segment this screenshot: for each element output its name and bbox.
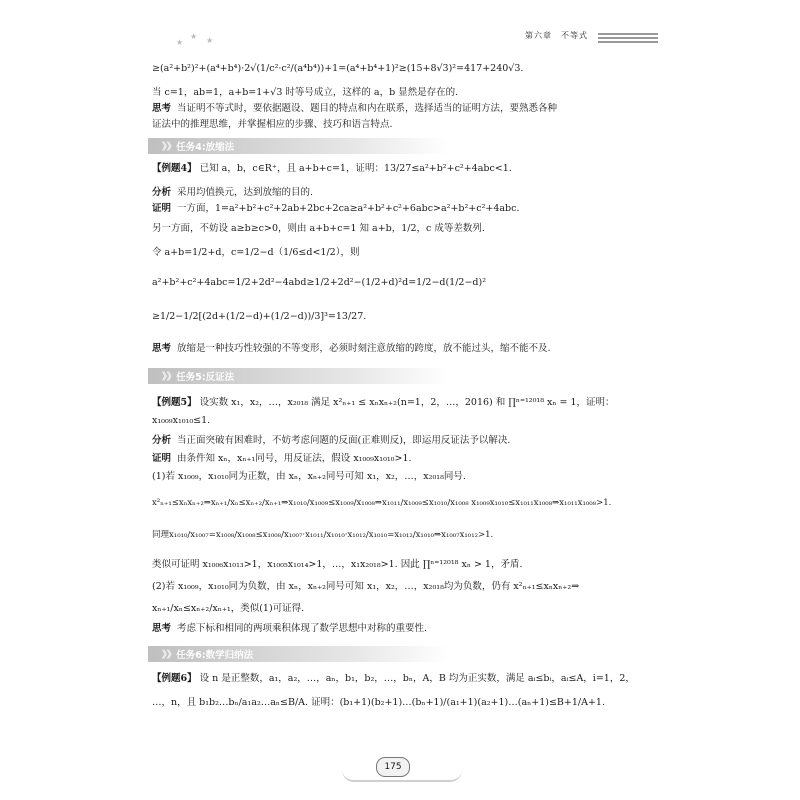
- text-line: …，n，且 b₁b₂…bₙ/a₁a₂…aₙ≤B/A. 证明：(b₁+1)(b₂+1)…(bₙ+1)/(a₁+1)(a₂+1)…(aₙ+1)≤B+1/A+1.: [152, 697, 605, 708]
- text-line: 类似可证明 x₁₀₀₆x₁₀₁₃>1，x₁₀₀₅x₁₀₁₄>1，…，x₁x₂₀₁₈>1. 因此 ∏ⁿ⁼¹²⁰¹⁸ xₙ > 1，矛盾.: [152, 559, 523, 570]
- task-title: 》》任务4:放缩法: [162, 142, 235, 153]
- example-label: 【例题4】: [152, 163, 197, 174]
- label: 证明: [152, 453, 172, 464]
- label: 分析: [152, 187, 172, 198]
- task-banner: [148, 138, 448, 154]
- text: 设 n 是正整数，a₁，a₂，…，aₙ，b₁，b₂，…，bₙ，A，B 均为正实数，满足 aᵢ≤bᵢ，aᵢ≤A，i=1，2，: [199, 673, 635, 684]
- page-header: [142, 22, 658, 56]
- text: 考虑下标和相同的两项乘积体现了数学思想中对称的重要性.: [177, 623, 428, 634]
- text-line: [152, 452, 412, 466]
- text-line: [152, 622, 427, 636]
- header-bars: [598, 33, 658, 45]
- text-line: [152, 186, 313, 200]
- text-line: ≥(a²+b²)²+(a⁴+b⁴)·2√(1/c²·c²/(a⁴b⁴))+1=(a⁴+b⁴+1)²≥(15+8√3)²=417+240√3.: [152, 63, 524, 74]
- page: [142, 22, 658, 782]
- text-line: x₁₀₀₉x₁₀₁₀≤1.: [152, 415, 211, 426]
- label: 分析: [152, 435, 172, 446]
- star-icon: ★: [206, 36, 214, 45]
- text: 一方面，1=a²+b²+c²+2ab+2bc+2ca≥a²+b²+c²+6abc>a²+b²+c²+4abc.: [177, 203, 520, 214]
- text-line: x²ₙ₊₁≤xₙxₙ₊₂⇒xₙ₊₁/xₙ≤xₙ₊₂/xₙ₊₁⇒x₁₀₁₀/x₁₀₀₉≤x₁₀₀₉/x₁₀₀₈⇒x₁₀₁₁/x₁₀₀₉≤x₁₀₁₀/x₁₀₀₈ x₁₀₀₉x₁₀₁₀≤x₁₀₁₁x₁₀₀₈⇒x₁₀₁₁x₁₀₀₈>1.: [152, 498, 612, 508]
- task-title: 》》任务6:数学归纳法: [162, 650, 254, 661]
- page-number: 175: [376, 757, 410, 777]
- example-label: 【例题5】: [152, 397, 197, 408]
- text-line: xₙ₊₁/xₙ≤xₙ₊₂/xₙ₊₁，类似(1)可证得.: [152, 603, 305, 614]
- text-line: [152, 162, 512, 176]
- text-line: [152, 396, 615, 410]
- text-line: 证法中的推理思维，并掌握相应的步骤、技巧和语言特点.: [152, 119, 393, 130]
- example-label: 【例题6】: [152, 673, 197, 684]
- text: 已知 a，b，c∈R⁺，且 a+b+c=1，证明：13/27≤a²+b²+c²+4abc<1.: [199, 163, 512, 174]
- text: 当正面突破有困难时，不妨考虑问题的反面(正难则反)，即运用反证法予以解决.: [177, 435, 511, 446]
- star-icon: ★: [176, 38, 184, 47]
- text: 由条件知 xₙ，xₙ₊₁同号，用反证法，假设 x₁₀₀₉x₁₀₁₀>1.: [177, 453, 412, 464]
- text-line: ≥1/2−1/2[(2d+(1/2−d)+(1/2−d))/3]³=13/27.: [152, 311, 367, 322]
- text-line: [152, 342, 551, 356]
- task-title: 》》任务5:反证法: [162, 372, 235, 383]
- label: 思考: [152, 103, 172, 114]
- task-banner: [148, 368, 448, 384]
- text-line: 当 c=1，ab=1，a+b=1+√3 时等号成立，这样的 a，b 显然是存在的.: [152, 87, 459, 98]
- label: 思考: [152, 623, 172, 634]
- text-line: (1)若 x₁₀₀₉，x₁₀₁₀同为正数，由 xₙ，xₙ₊₂同号可知 x₁，x₂，…，x₂₀₁₈同号.: [152, 471, 466, 482]
- text-line: 令 a+b=1/2+d，c=1/2−d（1/6≤d<1/2），则: [152, 247, 360, 258]
- text-line: 另一方面，不妨设 a≥b≥c>0，则由 a+b+c=1 知 a+b，1/2，c 成等差数列.: [152, 223, 485, 234]
- text-line: a²+b²+c²+4abc=1/2+2d²−4abd≥1/2+2d²−(1/2+d)²d=1/2−d(1/2−d)²: [152, 277, 487, 288]
- text-line: [152, 434, 510, 448]
- label: 证明: [152, 203, 172, 214]
- chapter-title: 第六章 不等式: [525, 31, 588, 40]
- star-icon: ★: [190, 32, 198, 41]
- text: 采用均值换元，达到放缩的目的.: [177, 187, 314, 198]
- text-line: (2)若 x₁₀₀₉，x₁₀₁₀同为负数，由 xₙ，xₙ₊₂同号可知 x₁，x₂，…，x₂₀₁₈均为负数，仍有 x²ₙ₊₁≤xₙxₙ₊₂⇒: [152, 581, 580, 592]
- text-line: [152, 672, 635, 686]
- label: 思考: [152, 343, 172, 354]
- text: 当证明不等式时，要依据题设、题目的特点和内在联系，选择适当的证明方法，要熟悉各种: [177, 103, 558, 114]
- text-line: 同理x₁₀₁₀/x₁₀₀₇=x₁₀₀₈/x₁₀₀₈≤x₁₀₀₈/x₁₀₀₇·x₁₀₁₁/x₁₀₁₀·x₁₀₁₂/x₁₀₁₀=x₁₀₁₂/x₁₀₁₀⇒x₁₀₀₇x₁₀₁₂>1.: [152, 530, 494, 540]
- text: 放缩是一种技巧性较强的不等变形，必须时刻注意放缩的跨度，放不能过头，缩不能不及.: [177, 343, 551, 354]
- text: 设实数 x₁，x₂，…，x₂₀₁₈ 满足 x²ₙ₊₁ ≤ xₙxₙ₊₂(n=1，2，…，2016) 和 ∏ⁿ⁼¹²⁰¹⁸ xₙ = 1，证明：: [199, 397, 615, 408]
- footer-swoosh: [342, 770, 462, 782]
- task-banner: [148, 646, 448, 662]
- text-line: [152, 102, 557, 116]
- text-line: [152, 202, 519, 216]
